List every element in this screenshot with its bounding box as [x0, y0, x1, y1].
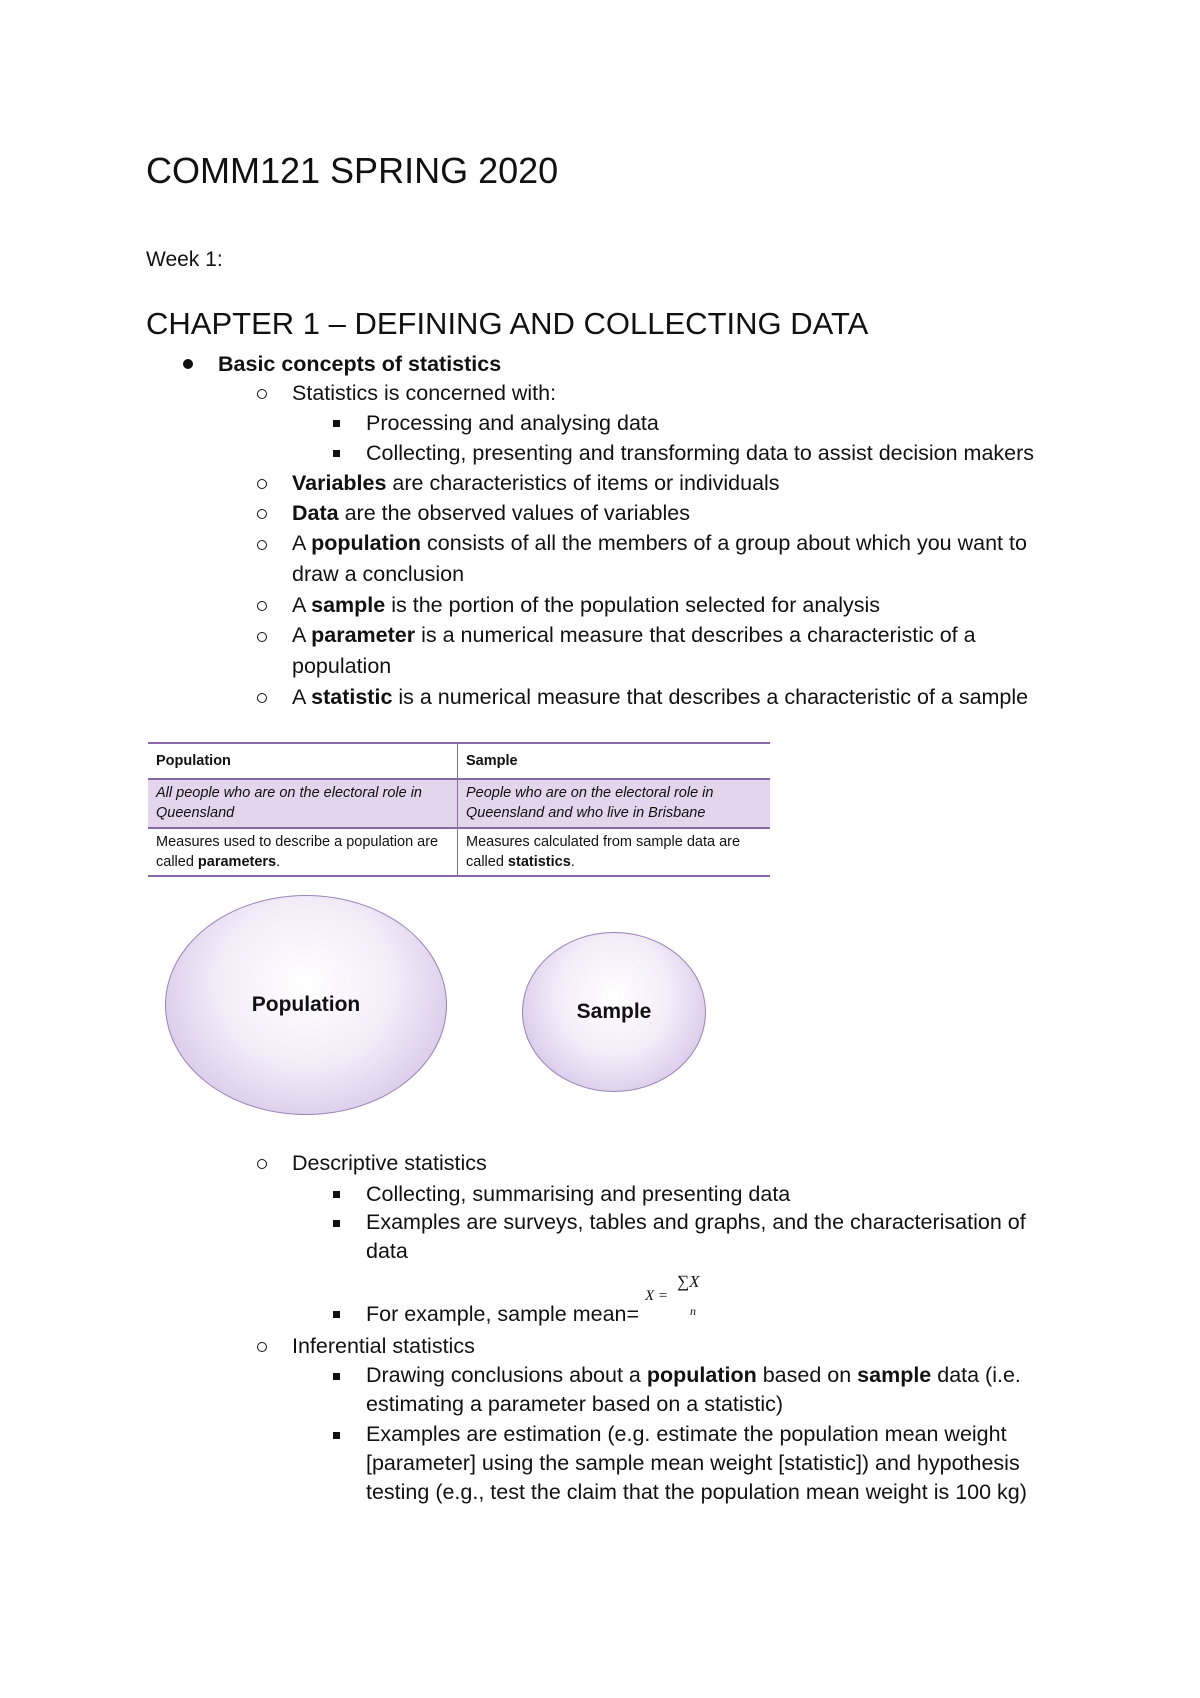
- sample-ellipse-label: Sample: [576, 1000, 652, 1023]
- bullet-square-icon: [333, 420, 340, 427]
- bullet-circle-icon: [257, 632, 267, 642]
- bullet-square-icon: [333, 1432, 340, 1439]
- bullet-circle-icon: [257, 389, 267, 399]
- table-row: [148, 828, 770, 877]
- sample-ellipse: [522, 932, 706, 1092]
- week-label: Week 1:: [146, 248, 223, 271]
- list-item: Examples are surveys, tables and graphs, and the characterisation of data: [366, 1210, 1026, 1263]
- formula-denominator: n: [690, 1304, 696, 1318]
- table-header-sample: Sample: [458, 743, 771, 779]
- document-title: COMM121 SPRING 2020: [146, 150, 559, 191]
- table-cell: Measures used to describe a population are called parameters.: [148, 828, 458, 877]
- bullet-square-icon: [333, 1220, 340, 1227]
- bullet-disc-icon: [183, 359, 193, 369]
- bullet-circle-icon: [257, 693, 267, 703]
- table-header-population: Population: [148, 743, 458, 779]
- bullet-circle-icon: [257, 479, 267, 489]
- definition-population: A population consists of all the members of a group about which you want to draw a conclusion: [292, 531, 1027, 586]
- population-sample-table: [148, 742, 770, 877]
- bullet-circle-icon: [257, 1342, 267, 1352]
- bullet-circle-icon: [257, 601, 267, 611]
- section-heading-basic-concepts: Basic concepts of statistics: [218, 352, 502, 376]
- table-cell: People who are on the electoral role in Queensland and who live in Brisbane: [458, 779, 771, 828]
- list-item: Collecting, summarising and presenting data: [366, 1182, 791, 1206]
- definition-statistic: A statistic is a numerical measure that describes a characteristic of a sample: [292, 685, 1029, 709]
- bullet-circle-icon: [257, 509, 267, 519]
- descriptive-heading: Descriptive statistics: [292, 1151, 487, 1175]
- inferential-heading: Inferential statistics: [292, 1334, 475, 1358]
- population-ellipse: [165, 895, 447, 1115]
- formula-numerator: ∑X: [677, 1272, 700, 1291]
- bullet-square-icon: [333, 450, 340, 457]
- definition-data: Data are the observed values of variables: [292, 501, 690, 525]
- list-item-inferential-1: Drawing conclusions about a population based on sample data (i.e. estimating a parameter based on a statistic): [366, 1363, 1021, 1416]
- list-item-sample-mean: For example, sample mean=: [366, 1302, 640, 1326]
- chapter-heading: CHAPTER 1 – DEFINING AND COLLECTING DATA: [146, 306, 869, 341]
- table-row: [148, 779, 770, 828]
- list-item-inferential-2: Examples are estimation (e.g. estimate the population mean weight [parameter] using the sample mean weight [statistic]) and hypothesis testing (e.g., test the claim that the population mean weight is 100 kg): [366, 1422, 1027, 1504]
- list-item-concerned: Statistics is concerned with:: [292, 381, 557, 405]
- table-cell: All people who are on the electoral role in Queensland: [148, 779, 458, 828]
- table-cell: Measures calculated from sample data are called statistics.: [458, 828, 771, 877]
- formula-lhs: X =: [645, 1288, 669, 1304]
- bullet-square-icon: [333, 1373, 340, 1380]
- bullet-square-icon: [333, 1311, 340, 1318]
- bullet-square-icon: [333, 1191, 340, 1198]
- definition-parameter: A parameter is a numerical measure that describes a characteristic of a population: [292, 623, 976, 678]
- definition-variables: Variables are characteristics of items or individuals: [292, 471, 780, 495]
- list-item: Collecting, presenting and transforming data to assist decision makers: [366, 441, 1035, 465]
- bullet-circle-icon: [257, 1159, 267, 1169]
- list-item: Processing and analysing data: [366, 411, 659, 435]
- bullet-circle-icon: [257, 540, 267, 550]
- population-ellipse-label: Population: [251, 993, 361, 1016]
- definition-sample: A sample is the portion of the population selected for analysis: [292, 593, 881, 617]
